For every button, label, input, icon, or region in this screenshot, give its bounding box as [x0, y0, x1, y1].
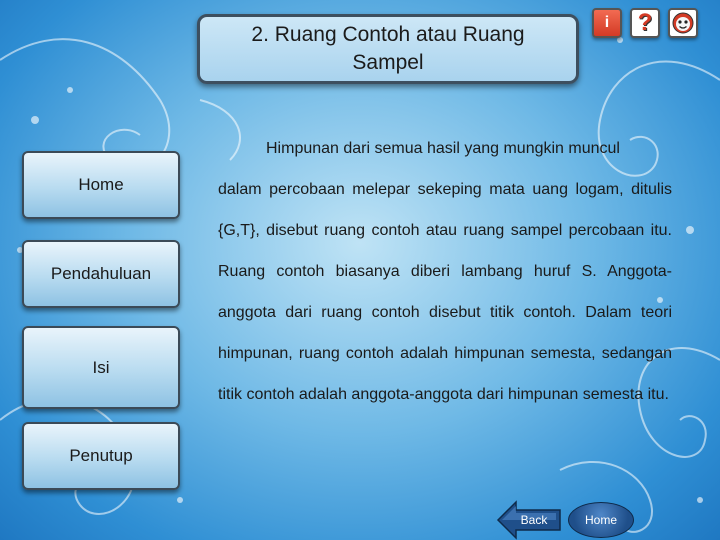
back-button[interactable]: [496, 500, 562, 540]
content-body: dalam percobaan melepar sekeping mata uang logam, ditulis {G,T}, disebut ruang contoh atau ruang sampel percobaan itu. Ruang contoh biasanya diberi lambang huruf S. Anggota-anggota dari ruang contoh disebut titik contoh. Dalam teori himpunan, ruang contoh adalah himpunan semesta, sedangan titik contoh adalah anggota-anggota dari himpunan semesta itu.: [218, 181, 672, 403]
footer-home-button[interactable]: [568, 502, 634, 538]
nav-home-button[interactable]: Home: [22, 151, 180, 219]
info-icon[interactable]: [592, 8, 622, 38]
footer-home-label: Home: [584, 513, 617, 527]
info-icon-label: i: [604, 14, 610, 31]
content-first-line: Himpunan dari semua hasil yang mungkin muncul: [266, 140, 620, 157]
content-paragraph: [218, 128, 672, 415]
nav-isi-button[interactable]: Isi: [22, 326, 180, 409]
help-icon[interactable]: [630, 8, 660, 38]
nav-pendahuluan-button[interactable]: Pendahuluan: [22, 240, 180, 308]
back-label: Back: [520, 513, 548, 527]
face-icon[interactable]: [668, 8, 698, 38]
help-icon-glyph: ?: [637, 9, 653, 36]
face-icon-graphic: [671, 11, 695, 35]
nav-penutup-button[interactable]: Penutup: [22, 422, 180, 490]
page-title: 2. Ruang Contoh atau Ruang Sampel: [197, 14, 579, 84]
